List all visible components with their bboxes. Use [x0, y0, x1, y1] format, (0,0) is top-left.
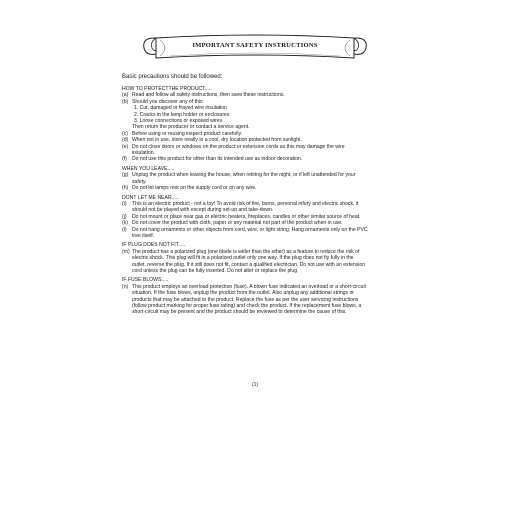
- page-number: (1): [251, 382, 259, 388]
- item-label: (e): [122, 143, 129, 150]
- item-text: Do not hang ornaments or other objects from cord, wire, or light string. Hang ornaments only on the PVC tree itself.: [132, 226, 368, 239]
- item-text: Do not close doors or windows on the product or extension cords as this may damage the wire insulation.: [132, 143, 345, 157]
- item-text: Before using or reusing inspect product carefully.: [132, 130, 243, 137]
- continuation-text: Then return the producer or contact a service agent.: [132, 124, 250, 131]
- item-label: (m): [122, 248, 130, 255]
- item-text: This product employs an overload protection (fuse). A blown fuse indicated an overload or a short-circuit situation. If the fuse blows, unplug the product from the outlet. Also unplug any additional strings or products that may be attached to the product. Replace the fuse as per the user servicing instructions (follow product marking for proper fuse rating) and check the product. If the replacement fuse blows, a short-circuit may be present and the product should be reviewed to determine the cause of this.: [132, 283, 366, 316]
- item-text: Do not mount or place near gas or electric heaters, fireplaces, candles or other similar source of heat.: [132, 213, 361, 220]
- instruction-section: [122, 86, 368, 163]
- instruction-item: [122, 201, 368, 214]
- instruction-item: [122, 227, 368, 240]
- section-heading: IF PLUG DOES NOT FIT.....: [122, 242, 186, 249]
- item-text: When not in use, store neatly in a cool, dry location protected from sunlight.: [132, 137, 302, 144]
- sub-item: 1. Cut, damaged or frayed wire insulation: [134, 105, 227, 112]
- instruction-section: [122, 195, 368, 240]
- item-text: Do not cover the product with cloth, paper or any material not part of the product when in use.: [132, 220, 343, 227]
- sub-item: 3. Loose connections or exposed wires: [134, 118, 223, 125]
- section-heading: DONT LET ME NEAR.....: [122, 194, 179, 201]
- item-label: (d): [122, 137, 129, 144]
- item-label: (l): [122, 226, 127, 233]
- item-label: (n): [122, 283, 129, 290]
- item-label: (f): [122, 156, 127, 163]
- item-label: (c): [122, 130, 128, 137]
- instruction-item: [122, 144, 368, 157]
- item-text: Unplug the product when leaving the house, when retiring for the night, or if left unattended for your safety.: [132, 172, 356, 185]
- instruction-section: [122, 166, 368, 192]
- instruction-item: [122, 172, 368, 185]
- item-label: (a): [122, 92, 129, 99]
- title-banner: [140, 28, 370, 68]
- item-label: (j): [122, 213, 127, 220]
- item-label: (g): [122, 172, 129, 179]
- item-label: (h): [122, 185, 129, 192]
- instruction-item: [122, 185, 368, 191]
- item-label: (i): [122, 200, 127, 207]
- intro-text: Basic precautions should be followed:: [122, 74, 223, 80]
- section-heading: HOW TO PROTECTTHE PRODUCT.....: [122, 86, 212, 92]
- item-label: (k): [122, 220, 128, 227]
- section-heading: WHEN YOU LEAVE.....: [122, 165, 175, 172]
- sections-container: [122, 86, 368, 316]
- instruction-item: [122, 249, 368, 275]
- instruction-section: [122, 277, 368, 315]
- document-title: IMPORTANT SAFETY INSTRUCTIONS: [192, 42, 318, 49]
- item-text: Do not use this product for other than its intended use as indoor decoration.: [132, 156, 303, 163]
- item-text: Do not let lamps rest on the supply cord or on any wire.: [132, 185, 257, 192]
- instruction-section: [122, 242, 368, 274]
- item-text: The product has a polarized plug (one blade is wider than the other) as a feature to reduce the risk of electric shock. This plug will fit in a polarized outlet only one way. If the plug does not fiy fully in the outlet, reverse the plug. If it still does not fit, contact a qualified electrician. Do not use with an extension cord unless the plug can be fully inserted. Do not alter or replace the plug.: [132, 248, 366, 274]
- item-text: Read and follow all safety instructions, then save these instructions.: [132, 92, 285, 99]
- item-label: (b): [122, 98, 129, 105]
- sub-item: 2. Cracks in the lamp holder or enclosures: [134, 111, 230, 118]
- item-text: This is an electric product - not a toy! To avoid risk of fire, burns, personal infury and electric shock, it should not be played with except during set-up and take-down.: [132, 200, 359, 214]
- instructions-body: [122, 74, 368, 319]
- item-text: Should you discover any of this:: [132, 98, 204, 105]
- section-heading: IF FUSE BLOWS.....: [122, 277, 169, 284]
- instruction-item: [122, 284, 368, 316]
- instruction-item: [122, 156, 368, 162]
